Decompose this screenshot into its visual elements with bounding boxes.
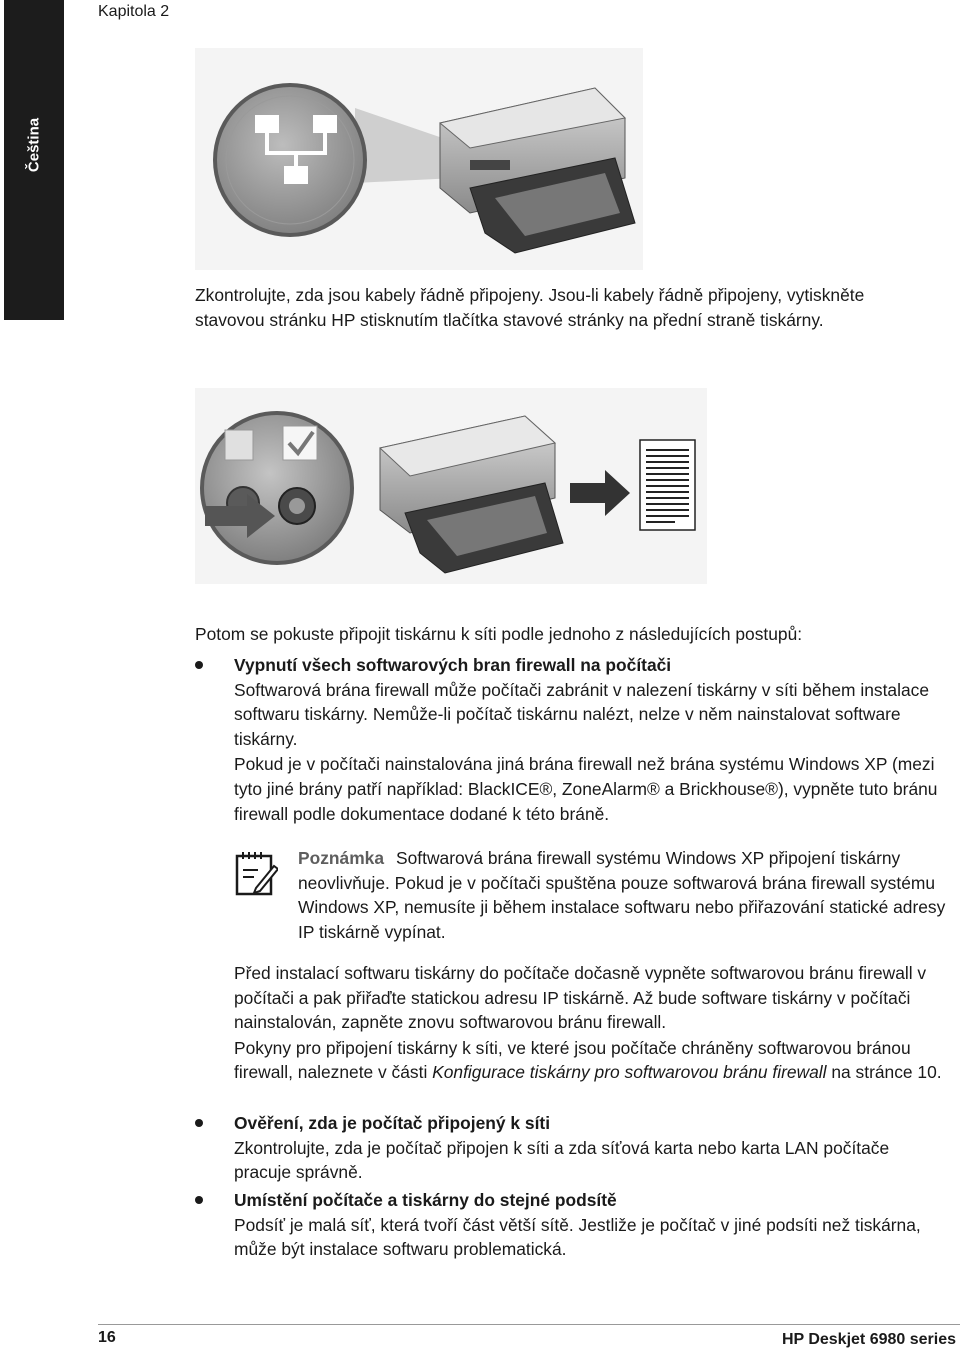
firewall-instructions xyxy=(234,961,954,1085)
bullet-title: Ověření, zda je počítač připojený k síti xyxy=(234,1113,551,1133)
note-label: Poznámka xyxy=(298,848,385,868)
bullet-paragraph: Zkontrolujte, zda je počítač připojen k síti a zda síťová karta nebo karta LAN počítače pracuje správně. xyxy=(234,1137,890,1183)
bullet-dot xyxy=(195,1119,203,1127)
note-icon xyxy=(234,850,278,898)
chapter-header: Kapitola 2 xyxy=(98,3,170,20)
language-label: Čeština xyxy=(25,117,43,173)
bullet-dot xyxy=(195,1196,203,1204)
footer-divider xyxy=(98,1324,960,1325)
bullet-title: Vypnutí všech softwarových bran firewall na počítači xyxy=(234,655,672,675)
section-reference-link[interactable]: Konfigurace tiskárny pro softwarovou bránu firewall xyxy=(432,1062,827,1083)
page-number: 16 xyxy=(98,1329,116,1346)
network-port-illustration xyxy=(195,48,643,270)
status-page-illustration xyxy=(195,388,707,584)
bullet-item-network-check xyxy=(195,1111,940,1185)
bullet-item-subnet xyxy=(195,1188,940,1262)
bullet-dot xyxy=(195,661,203,669)
instruction-paragraph: Před instalací softwaru tiskárny do počítače dočasně vypněte softwarovou bránu firewall v počítači a pak přiřaďte statickou adresu IP tiskárně. Až bude software tiskárny v počítači nainstalován, zapněte znovu softwarovou bránu firewall. xyxy=(234,963,927,1033)
note-text xyxy=(298,846,958,944)
instruction-paragraph-reference: Pokyny pro připojení tiskárny k síti, ve které jsou počítače chráněny softwarovou bránou firewall, naleznete v části Konfigurace tiskárny pro softwarovou bránu firewall na stránce 10. xyxy=(234,1037,942,1083)
bullet-item-firewall xyxy=(195,653,940,826)
language-side-tab xyxy=(4,0,64,320)
product-name: HP Deskjet 6980 series xyxy=(781,1331,956,1348)
bullet-title: Umístění počítače a tiskárny do stejné podsítě xyxy=(234,1190,617,1210)
bullet-paragraph: Softwarová brána firewall může počítači zabránit v nalezení tiskárny v síti během instalace softwaru tiskárny. Nemůže-li počítač tiskárnu nalézt, nelze v něm nainstalovat software tiskárny. xyxy=(234,679,929,749)
intro-paragraph: Zkontrolujte, zda jsou kabely řádně připojeny. Jsou-li kabely řádně připojeny, vytiskněte stavovou stránku HP stisknutím tlačítka stavové stránky na přední straně tiskárny. xyxy=(195,285,865,330)
bullet-paragraph: Pokud je v počítači nainstalována jiná brána firewall než brána systému Windows XP (mezi tyto jiné brány patří například: BlackICE®, ZoneAlarm® a Brickhouse®), vypněte tuto bránu firewall podle dokumentace dodané k této bráně. xyxy=(234,754,938,824)
lead-paragraph: Potom se pokuste připojit tiskárnu k síti podle jednoho z následujících postupů: xyxy=(195,624,803,644)
bullet-paragraph: Podsíť je malá síť, která tvoří část větší sítě. Jestliže je počítač v jiné podsíti než tiskárna, může být instalace softwaru problematická. xyxy=(234,1214,921,1260)
note-body: Softwarová brána firewall systému Windows XP připojení tiskárny neovlivňuje. Pokud je v počítači spuštěna pouze softwarová brána firewall systému Windows XP, nemusíte ji během instalace softwaru nebo přiřazování statické adresy IP tiskárně vypínat. xyxy=(298,848,946,942)
